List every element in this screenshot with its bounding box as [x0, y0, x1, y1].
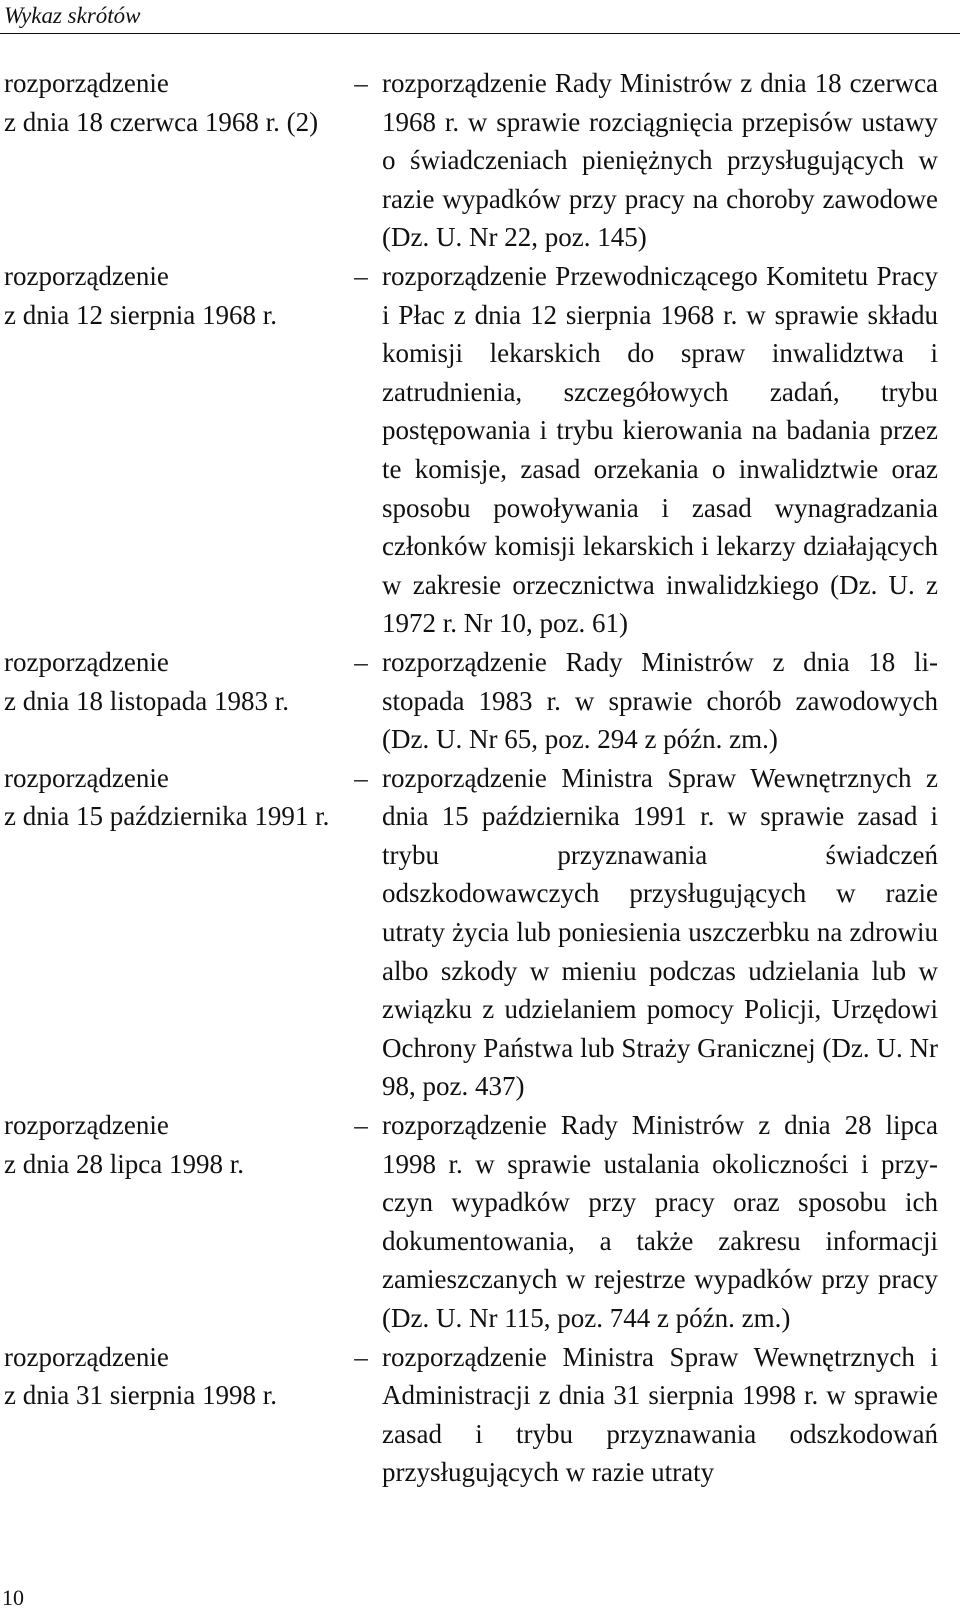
entry-definition: rozporządzenie Rady Ministrów z dnia 28 lipca 1998 r. w sprawie ustalania okoliczności i przyczyn wypadków przy pracy oraz sposobu ich dokumentowania, a także zakresu informacji zamieszczanych w rejestrze wypadków przy pracy (Dz. U. Nr 115, poz. 744 z późn. zm.) — [382, 1110, 938, 1333]
entry-date: z dnia 12 sierpnia 1968 r. — [4, 299, 277, 330]
entry-definition: rozporządzenie Ministra Spraw Wewnętrznych i Administracji z dnia 31 sierpnia 1998 r. w sprawie zasad i trybu przyznawania odszkodowań przysługujących w razie utraty — [382, 1341, 938, 1488]
entry-dash: – — [354, 646, 368, 677]
entry-date: z dnia 18 listopada 1983 r. — [4, 685, 289, 716]
abbreviation-list — [0, 64, 960, 1492]
entry-term: rozporządzenie — [4, 68, 169, 98]
entry-dash: – — [354, 260, 368, 291]
entry-term: rozporządzenie — [4, 260, 169, 291]
entry-dash: – — [354, 68, 368, 98]
entry-definition: rozporządzenie Ministra Spraw Wewnętrznych z dnia 15 października 1991 r. w sprawie zasad i trybu przyznawania świadczeń odszkodowawczych przysługujących w razie utraty życia lub poniesienia uszczerbku na zdrowiu albo szkody w mieniu podczas udzielania lub w związku z udzielaniem pomocy Policji, Urzędowi Ochrony Państwa lub Straży Granicznej (Dz. U. Nr 98, poz. 437) — [382, 762, 938, 1102]
entry-definition: rozporządzenie Rady Ministrów z dnia 18 listopada 1983 r. w sprawie chorób zawodowych (Dz. U. Nr 65, poz. 294 z późn. zm.) — [382, 646, 938, 755]
entry-dash: – — [354, 1341, 368, 1372]
entry-term-block — [0, 1338, 348, 1415]
entry-term-block — [0, 1106, 348, 1183]
abbreviation-entry — [0, 759, 960, 1106]
entry-date: z dnia 18 czerwca 1968 r. (2) — [4, 106, 319, 137]
entry-definition: rozporządzenie Przewodniczącego Komitetu Pracy i Płac z dnia 12 sierpnia 1968 r. w sprawie składu komisji lekarskich do spraw inwalidztwa i zatrudnienia, szczegółowych zadań, trybu postępowania i trybu kierowania na badania przez te komisje, zasad orzekania o inwalidztwie oraz sposobu powoływania i zasad wynagradzania członków komisji lekarskich i lekarzy działających w zakresie orzecznictwa inwalidzkiego (Dz. U. z 1972 r. Nr 10, poz. 61) — [382, 260, 938, 639]
entry-definition: rozporządzenie Rady Ministrów z dnia 18 czerwca 1968 r. w sprawie rozciągnięcia przepisów ustawy o świadczeniach pieniężnych przysługujących w razie wypadków przy pracy na choroby zawodowe (Dz. U. Nr 22, poz. 145) — [382, 68, 938, 253]
header-rule — [0, 33, 960, 34]
page-number: 10 — [2, 1585, 24, 1610]
entry-term-block — [0, 64, 348, 141]
abbreviation-entry — [0, 64, 960, 257]
entry-term: rozporządzenie — [4, 646, 169, 677]
entry-term: rozporządzenie — [4, 762, 169, 793]
entry-date: z dnia 31 sierpnia 1998 r. — [4, 1380, 277, 1411]
entry-dash: – — [354, 762, 368, 793]
entry-term-block — [0, 643, 348, 720]
entry-date: z dnia 28 lipca 1998 r. — [4, 1148, 244, 1179]
entry-term: rozporządzenie — [4, 1110, 169, 1141]
abbreviation-entry — [0, 1106, 960, 1338]
entry-term-block — [0, 257, 348, 334]
abbreviation-entry — [0, 643, 960, 759]
entry-date: z dnia 15 października 1991 r. — [4, 801, 330, 832]
abbreviation-entry — [0, 1338, 960, 1492]
abbreviation-entry — [0, 257, 960, 643]
entry-dash: – — [354, 1110, 368, 1141]
entry-term: rozporządzenie — [4, 1341, 169, 1372]
entry-term-block — [0, 759, 348, 836]
running-header: Wykaz skrótów — [4, 3, 141, 28]
